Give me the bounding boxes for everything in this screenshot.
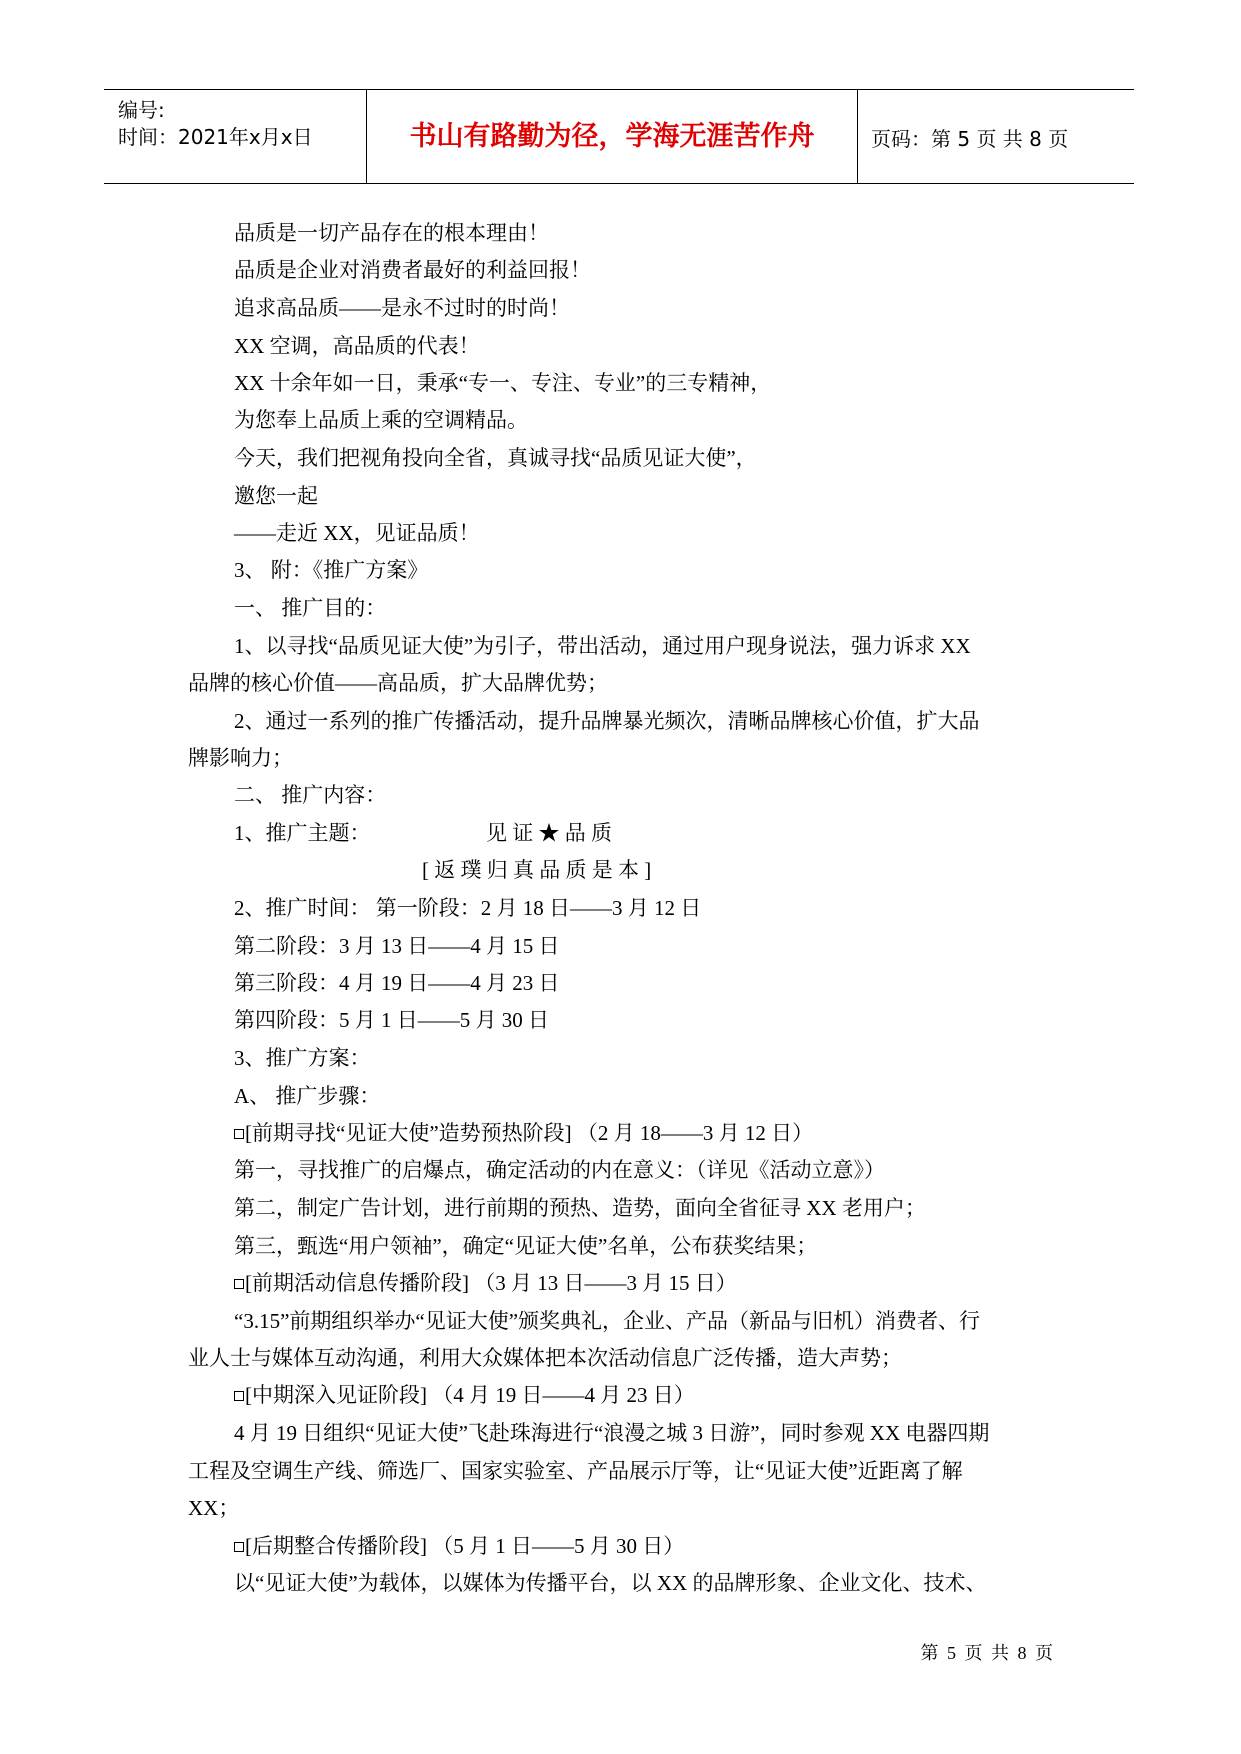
section-heading: 一、 推广目的： — [234, 596, 387, 620]
body-line: 今天，我们把视角投向全省，真诚寻找“品质见证大使”， — [234, 446, 757, 470]
body-line: 以“见证大使”为载体，以媒体为传播平台，以 XX 的品牌形象、企业文化、技术、 — [234, 1571, 987, 1595]
body-line: 第四阶段：5 月 1 日——5 月 30 日 — [234, 1008, 549, 1032]
body-line: 品牌的核心价值——高品质，扩大品牌优势； — [188, 671, 608, 695]
checkbox-bullet-icon — [234, 1129, 244, 1139]
body-line: 第二，制定广告计划，进行前期的预热、造势，面向全省征寻 XX 老用户； — [234, 1196, 926, 1220]
body-line: 2、通过一系列的推广传播活动，提升品牌暴光频次，清晰品牌核心价值，扩大品 — [234, 709, 980, 733]
stage-heading-text: [前期寻找“见证大使”造势预热阶段] （2 月 18——3 月 12 日） — [245, 1121, 814, 1145]
body-line: 品质是一切产品存在的根本理由！ — [234, 221, 549, 245]
stage-heading — [234, 1381, 695, 1409]
header-middle-cell — [366, 90, 858, 183]
body-line: 第二阶段：3 月 13 日——4 月 15 日 — [234, 934, 560, 958]
body-line: 1、以寻找“品质见证大使”为引子，带出活动，通过用户现身说法，强力诉求 XX — [234, 634, 971, 658]
body-line: 第三阶段：4 月 19 日——4 月 23 日 — [234, 971, 560, 995]
document-number-label: 编号: — [118, 98, 165, 122]
body-line: “3.15”前期组织举办“见证大使”颁奖典礼，企业、产品（新品与旧机）消费者、行 — [234, 1309, 981, 1333]
stage-heading-text: [中期深入见证阶段] （4 月 19 日——4 月 23 日） — [245, 1383, 695, 1407]
body-line: 2、推广时间： 第一阶段：2 月 18 日——3 月 12 日 — [234, 896, 702, 920]
header-page-info: 页码：第 5 页 共 8 页 — [871, 127, 1069, 151]
header-right-cell — [857, 90, 1134, 183]
section-heading: 3、推广方案： — [234, 1046, 371, 1070]
body-line: 第三，甄选“用户领袖”，确定“见证大使”名单，公布获奖结果； — [234, 1234, 818, 1258]
checkbox-bullet-icon — [234, 1391, 244, 1401]
body-line: 4 月 19 日组织“见证大使”飞赴珠海进行“浪漫之城 3 日游”，同时参观 XX 电器四期 — [234, 1421, 990, 1445]
section-heading: 3、 附：《推广方案》 — [234, 558, 429, 582]
body-line: 工程及空调生产线、筛选厂、国家实验室、产品展示厅等，让“见证大使”近距离了解 — [188, 1459, 963, 1483]
theme-label: 1、推广主题： — [234, 821, 371, 845]
stage-heading-text: [前期活动信息传播阶段] （3 月 13 日——3 月 15 日） — [245, 1271, 737, 1295]
body-line: 追求高品质——是永不过时的时尚！ — [234, 296, 570, 320]
header-slogan: 书山有路勤为径，学海无涯苦作舟 — [409, 121, 815, 152]
section-heading: A、 推广步骤： — [234, 1084, 381, 1108]
checkbox-bullet-icon — [234, 1279, 244, 1289]
stage-heading — [234, 1119, 813, 1147]
body-line: 为您奉上品质上乘的空调精品。 — [234, 408, 528, 432]
body-line: 第一，寻找推广的启爆点，确定活动的内在意义：（详见《活动立意》） — [234, 1158, 885, 1182]
body-line: 业人士与媒体互动沟通，利用大众媒体把本次活动信息广泛传播，造大声势； — [188, 1346, 902, 1370]
body-line: XX 空调，高品质的代表！ — [234, 334, 480, 358]
body-line: 品质是企业对消费者最好的利益回报！ — [234, 258, 591, 282]
body-line: XX； — [188, 1496, 240, 1520]
stage-heading — [234, 1269, 737, 1297]
checkbox-bullet-icon — [234, 1542, 244, 1552]
header-left-cell — [104, 90, 366, 183]
stage-heading-text: [后期整合传播阶段] （5 月 1 日——5 月 30 日） — [245, 1534, 685, 1558]
theme-subtitle: [ 返 璞 归 真 品 质 是 本 ] — [422, 858, 652, 882]
stage-heading — [234, 1532, 684, 1560]
body-line: 牌影响力； — [188, 746, 293, 770]
page-footer: 第 5 页 共 8 页 — [920, 1643, 1055, 1663]
body-line: ——走近 XX，见证品质！ — [234, 521, 480, 545]
document-time-label: 时间：2021年x月x日 — [118, 125, 313, 149]
body-line: 邀您一起 — [234, 484, 318, 508]
theme-title: 见 证 ★ 品 质 — [486, 821, 612, 845]
document-header — [104, 89, 1134, 184]
section-heading: 二、 推广内容： — [234, 783, 387, 807]
body-line: XX 十余年如一日，秉承“专一、专注、专业”的三专精神， — [234, 371, 772, 395]
